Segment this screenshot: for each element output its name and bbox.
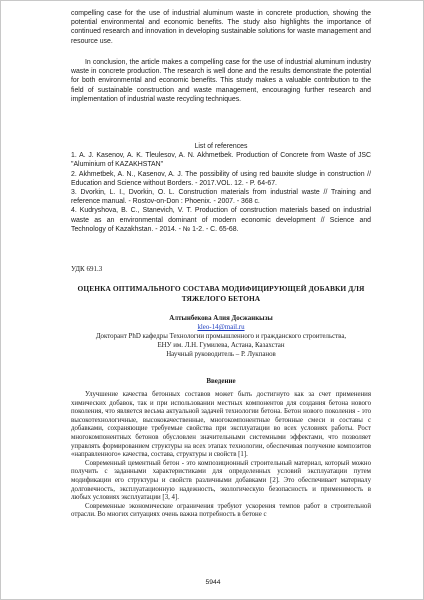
references-section: [71, 142, 371, 234]
author-email-link[interactable]: kleo-14@mail.ru: [197, 324, 245, 331]
reference-item: 1. A. J. Kasenov, A. K. Tleulesov, A. N. Akhmetbek. Production of Concrete from Waste of JSC "Aluminium of KAZAKHSTAN": [71, 152, 371, 169]
author-name: Алтынбекова Алия Досжанкызы: [169, 315, 273, 322]
article-title-block: [71, 284, 371, 303]
intro-heading: Введение: [206, 377, 236, 385]
english-paragraph-1: [71, 9, 371, 46]
reference-item: 4. Kudryshova, B. C., Stanevich, V. T. Production of construction materials based on industrial waste as an environmental dominant of modern economic development // Science and Technology of Kazakhstan. - 2014. - № 1-2. - C. 65-68.: [71, 207, 371, 233]
article-title: ОЦЕНКА ОПТИМАЛЬНОГО СОСТАВА МОДИФИЦИРУЮЩЕЙ ДОБАВКИ ДЛЯ ТЯЖЕЛОГО БЕТОНА: [77, 284, 365, 303]
references-title: List of references: [194, 143, 248, 150]
russian-body: [71, 391, 371, 520]
udk-code: УДК 691.3: [71, 265, 103, 273]
english-paragraph-2: [71, 58, 371, 104]
english-paragraph-2-text: In conclusion, the article makes a compelling case for the use of industrial aluminum industry waste in concrete production. The research is well done and the results demonstrate the potential for both environmental and economic benefits. This study makes a valuable contribution to the field of sustainable construction and waste management, encouraging further research and implementation of industrial waste recycling techniques.: [71, 59, 371, 103]
reference-item: 3. Dvorkin, L. I., Dvorkin, O. L. Construction materials from industrial waste // Training and reference manual. - Rostov-on-Don : Phoenix. - 2007. - 368 c.: [71, 189, 371, 206]
english-paragraph-1-text: compelling case for the use of industrial aluminum waste in concrete production, showing the potential environmental and economic benefits. The study also highlights the importance of continued research and innovation in developing sustainable solutions for waste management and resource use.: [71, 10, 371, 45]
russian-paragraph: Современные экономические ограничения требуют ускорения темпов работ в строительной отрасли. Во многих ситуациях очень важна потребность в бетоне с: [71, 502, 371, 519]
reference-item: 2. Akhmetbek, A. N., Kasenov, A. J. The possibility of using red bauxite sludge in construction // Education and Science without Borders. - 2017.VOL. 12. - P. 64-67.: [71, 170, 371, 187]
intro-heading-block: [71, 377, 371, 386]
author-block: [71, 314, 371, 359]
page-number: 5944: [205, 579, 221, 586]
russian-article: [71, 265, 371, 274]
russian-paragraph: Современный цементный бетон - это композиционный строительный материал, который можно получить с заданными характеристиками для определенных условий эксплуатации путем модификации его структуры и свойств различными добавками [2]. Это обеспечивает материалу долговечность, эксплуатационную надежность, экологическую безопасность и применимость в любых условиях эксплуатации [3, 4].: [71, 459, 371, 502]
russian-paragraph: Улучшение качества бетонных составов может быть достигнуто как за счет применения химических добавок, так и при использовании местных компонентов для создания бетона нового поколения, что является весьма актуальной задачей технологии бетона. Бетон нового поколения - это высокотехнологичные, высококачественные, многокомпонентные бетонные смеси и составы с добавками, сохраняющие требуемые свойства при эксплуатации во всех условиях работы. Рост многокомпонентных бетонов обусловлен значительными системными эффектами, что позволяет управлять формированием структуры на всех этапах технологии, обеспечивая получение композитов «направленного» качества, состава, структуры и свойств [1].: [71, 391, 371, 459]
supervisor-line: Научный руководитель – Р. Лукпанов: [166, 351, 276, 358]
affiliation-line: Докторант PhD кафедры Технологии промышленного и гражданского строительства,: [95, 333, 347, 340]
affiliation-line: ЕНУ им. Л.Н. Гумилева, Астана, Казахстан: [157, 342, 285, 349]
